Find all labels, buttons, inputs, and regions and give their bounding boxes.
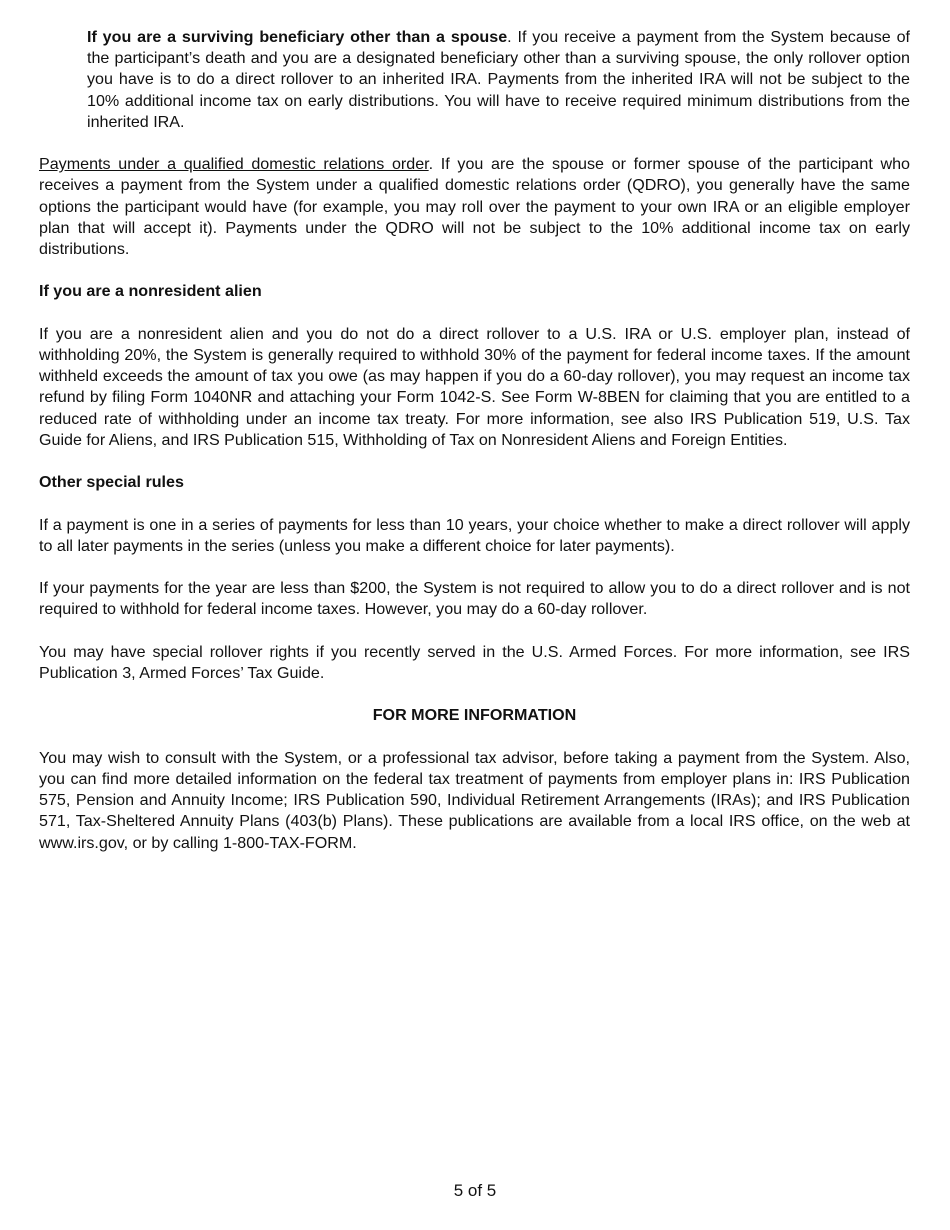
special-rules-paragraph: If your payments for the year are less than $200, the System is not required to allow you to do a direct rollover and is not required to withhold for federal income taxes. However, you may do a 60-day rollover.	[39, 579, 910, 619]
beneficiary-lead: If you are a surviving beneficiary other than a spouse	[87, 28, 508, 46]
qdro-text: . If you are the spouse or former spouse of the participant who receives a payment from the System under a qualified domestic relations order (QDRO), you generally have the same options the participant would have (for example, you may roll over the payment to your own IRA or an eligible employer plan that will accept it). Payments under the QDRO will not be subject to the 10% additional income tax on early distributions.	[39, 155, 910, 259]
beneficiary-text: . If you receive a payment from the System because of the participant’s death and you are a designated beneficiary other than a surviving spouse, the only rollover option you have is to do a direct rollover to an inherited IRA. Payments from the inherited IRA will not be subject to the 10% additional income tax on early distributions. You will have to receive required minimum distributions from the inherited IRA.	[87, 28, 910, 131]
special-rules-paragraph: You may have special rollover rights if you recently served in the U.S. Armed Forces. For more information, see IRS Publication 3, Armed Forces’ Tax Guide.	[39, 642, 910, 682]
special-rules-paragraph: If a payment is one in a series of payments for less than 10 years, your choice whether to make a direct rollover will apply to all later payments in the series (unless you make a different choice for later payments).	[39, 515, 910, 555]
more-info-paragraph: You may wish to consult with the System, or a professional tax advisor, before taking a payment from the System. Also, you can find more detailed information on the federal tax treatment of payments from employer plans in: IRS Publication 575, Pension and Annuity Income; IRS Publication 590, Individual Retirement Arrangements (IRAs); and IRS Publication 571, Tax-Sheltered Annuity Plans (403(b) Plans). These publications are available from a local IRS office, on the web at www.irs.gov, or by calling 1-800-TAX-FORM.	[39, 748, 910, 852]
qdro-lead: Payments under a qualified domestic relations order	[39, 155, 429, 174]
document-page	[39, 27, 910, 875]
more-info-heading: FOR MORE INFORMATION	[372, 706, 577, 725]
qdro-paragraph	[39, 154, 910, 260]
nonresident-heading: If you are a nonresident alien	[39, 282, 262, 301]
nonresident-paragraph: If you are a nonresident alien and you do not do a direct rollover to a U.S. IRA or U.S. employer plan, instead of withholding 20%, the System is generally required to withhold 30% of the payment for federal income taxes. If the amount withheld exceeds the amount of tax you owe (as may happen if you do a 60-day rollover), you may request an income tax refund by filing Form 1040NR and attaching your Form 1042-S. See Form W-8BEN for claiming that you are entitled to a reduced rate of withholding under an income tax treaty. For more information, see also IRS Publication 519, U.S. Tax Guide for Aliens, and IRS Publication 515, Withholding of Tax on Nonresident Aliens and Foreign Entities.	[39, 324, 910, 449]
beneficiary-paragraph	[87, 27, 910, 133]
special-rules-heading: Other special rules	[39, 473, 184, 492]
page-number: 5 of 5	[453, 1181, 497, 1200]
